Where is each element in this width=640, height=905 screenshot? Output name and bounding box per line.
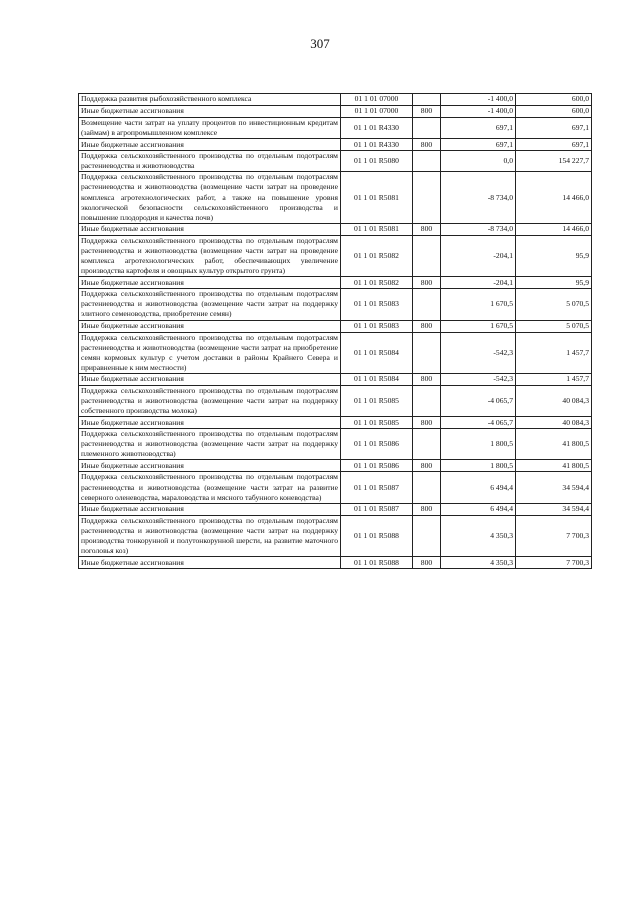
total-amount-cell: 40 084,3	[516, 417, 592, 429]
item-name-cell: Поддержка сельскохозяйственного производства по отдельным подотраслям растениеводства и животноводства (возмещение части затрат на проведение комплекса агротехнологических работ, обеспечивающих увеличение производства картофеля и овощных культур открытого грунта)	[79, 235, 341, 276]
item-name-cell: Иные бюджетные ассигнования	[79, 320, 341, 332]
total-amount-cell: 697,1	[516, 139, 592, 151]
table-row	[79, 472, 592, 503]
expense-type-cell: 800	[413, 503, 441, 515]
change-amount-cell: -1 400,0	[441, 94, 516, 106]
table-row	[79, 139, 592, 151]
expense-type-cell	[413, 515, 441, 556]
target-code-cell: 01 1 01 R5083	[341, 289, 413, 320]
target-code-cell: 01 1 01 R5086	[341, 460, 413, 472]
total-amount-cell: 95,9	[516, 235, 592, 276]
target-code-cell: 01 1 01 R5088	[341, 515, 413, 556]
table-row	[79, 94, 592, 106]
item-name-cell: Иные бюджетные ассигнования	[79, 373, 341, 385]
target-code-cell: 01 1 01 R4330	[341, 118, 413, 139]
target-code-cell: 01 1 01 R5084	[341, 373, 413, 385]
target-code-cell: 01 1 01 R5085	[341, 385, 413, 416]
table-row	[79, 118, 592, 139]
table-row	[79, 151, 592, 172]
total-amount-cell: 41 800,5	[516, 429, 592, 460]
item-name-cell: Поддержка сельскохозяйственного производства по отдельным подотраслям растениеводства и животноводства (возмещение части затрат на проведение комплекса агротехнологических работ, а также на повышение уровня экологической безопасности сельскохозяйственного производства и повышение плодородия и качества почв)	[79, 172, 341, 223]
target-code-cell: 01 1 01 07000	[341, 94, 413, 106]
change-amount-cell: 1 670,5	[441, 289, 516, 320]
table-row	[79, 417, 592, 429]
total-amount-cell: 95,9	[516, 277, 592, 289]
expense-type-cell	[413, 472, 441, 503]
target-code-cell: 01 1 01 R5081	[341, 223, 413, 235]
change-amount-cell: 0,0	[441, 151, 516, 172]
change-amount-cell: 4 350,3	[441, 557, 516, 569]
change-amount-cell: -8 734,0	[441, 223, 516, 235]
item-name-cell: Иные бюджетные ассигнования	[79, 417, 341, 429]
item-name-cell: Поддержка сельскохозяйственного производства по отдельным подотраслям растениеводства и животноводства (возмещение части затрат на поддержку элитного семеноводства, приобретение семян)	[79, 289, 341, 320]
expense-type-cell: 800	[413, 277, 441, 289]
total-amount-cell: 154 227,7	[516, 151, 592, 172]
item-name-cell: Поддержка сельскохозяйственного производства по отдельным подотраслям растениеводства и животноводства (возмещение части затрат на поддержку производства тонкорунной и полутонкорунной шерсти, на развитие маточного поголовья коз)	[79, 515, 341, 556]
item-name-cell: Поддержка сельскохозяйственного производства по отдельным подотраслям растениеводства и животноводства (возмещение части затрат на поддержку племенного животноводства)	[79, 429, 341, 460]
total-amount-cell: 40 084,3	[516, 385, 592, 416]
expense-type-cell: 800	[413, 557, 441, 569]
table-row	[79, 320, 592, 332]
table-row	[79, 373, 592, 385]
target-code-cell: 01 1 01 R5087	[341, 503, 413, 515]
target-code-cell: 01 1 01 R5084	[341, 332, 413, 373]
table-row	[79, 429, 592, 460]
total-amount-cell: 1 457,7	[516, 373, 592, 385]
item-name-cell: Поддержка сельскохозяйственного производства по отдельным подотраслям растениеводства и животноводства	[79, 151, 341, 172]
item-name-cell: Поддержка развития рыбохозяйственного комплекса	[79, 94, 341, 106]
change-amount-cell: -204,1	[441, 277, 516, 289]
item-name-cell: Иные бюджетные ассигнования	[79, 503, 341, 515]
change-amount-cell: -204,1	[441, 235, 516, 276]
target-code-cell: 01 1 01 R5082	[341, 277, 413, 289]
expense-type-cell: 800	[413, 460, 441, 472]
table-row	[79, 223, 592, 235]
table-row	[79, 106, 592, 118]
change-amount-cell: -542,3	[441, 373, 516, 385]
total-amount-cell: 5 070,5	[516, 320, 592, 332]
item-name-cell: Иные бюджетные ассигнования	[79, 139, 341, 151]
item-name-cell: Иные бюджетные ассигнования	[79, 223, 341, 235]
item-name-cell: Возмещение части затрат на уплату процентов по инвестиционным кредитам (займам) в агропромышленном комплексе	[79, 118, 341, 139]
total-amount-cell: 697,1	[516, 118, 592, 139]
expense-type-cell: 800	[413, 223, 441, 235]
table-row	[79, 235, 592, 276]
item-name-cell: Иные бюджетные ассигнования	[79, 277, 341, 289]
table-row	[79, 557, 592, 569]
expense-type-cell	[413, 429, 441, 460]
table-row	[79, 460, 592, 472]
change-amount-cell: 4 350,3	[441, 515, 516, 556]
item-name-cell: Иные бюджетные ассигнования	[79, 106, 341, 118]
total-amount-cell: 1 457,7	[516, 332, 592, 373]
table-row	[79, 332, 592, 373]
change-amount-cell: 697,1	[441, 118, 516, 139]
expense-type-cell	[413, 151, 441, 172]
change-amount-cell: 1 670,5	[441, 320, 516, 332]
change-amount-cell: 1 800,5	[441, 429, 516, 460]
change-amount-cell: 697,1	[441, 139, 516, 151]
expense-type-cell: 800	[413, 320, 441, 332]
change-amount-cell: 6 494,4	[441, 503, 516, 515]
budget-table-body	[79, 94, 592, 569]
change-amount-cell: 6 494,4	[441, 472, 516, 503]
target-code-cell: 01 1 01 R5085	[341, 417, 413, 429]
table-row	[79, 385, 592, 416]
change-amount-cell: -8 734,0	[441, 172, 516, 223]
total-amount-cell: 14 466,0	[516, 172, 592, 223]
expense-type-cell	[413, 94, 441, 106]
change-amount-cell: 1 800,5	[441, 460, 516, 472]
table-row	[79, 277, 592, 289]
target-code-cell: 01 1 01 R5088	[341, 557, 413, 569]
page-number: 307	[310, 36, 330, 51]
item-name-cell: Поддержка сельскохозяйственного производства по отдельным подотраслям растениеводства и животноводства (возмещение части затрат на поддержку собственного производства молока)	[79, 385, 341, 416]
target-code-cell: 01 1 01 R5083	[341, 320, 413, 332]
target-code-cell: 01 1 01 R4330	[341, 139, 413, 151]
change-amount-cell: -1 400,0	[441, 106, 516, 118]
expense-type-cell	[413, 118, 441, 139]
table-row	[79, 172, 592, 223]
total-amount-cell: 600,0	[516, 94, 592, 106]
expense-type-cell: 800	[413, 417, 441, 429]
target-code-cell: 01 1 01 R5080	[341, 151, 413, 172]
total-amount-cell: 7 700,3	[516, 557, 592, 569]
total-amount-cell: 600,0	[516, 106, 592, 118]
item-name-cell: Иные бюджетные ассигнования	[79, 460, 341, 472]
target-code-cell: 01 1 01 07000	[341, 106, 413, 118]
expense-type-cell	[413, 385, 441, 416]
table-row	[79, 515, 592, 556]
item-name-cell: Иные бюджетные ассигнования	[79, 557, 341, 569]
table-row	[79, 503, 592, 515]
expense-type-cell	[413, 235, 441, 276]
change-amount-cell: -542,3	[441, 332, 516, 373]
expense-type-cell	[413, 332, 441, 373]
total-amount-cell: 5 070,5	[516, 289, 592, 320]
table-row	[79, 289, 592, 320]
item-name-cell: Поддержка сельскохозяйственного производства по отдельным подотраслям растениеводства и животноводства (возмещение части затрат на приобретение семян кормовых культур с учетом доставки в районы Крайнего Севера и приравненные к ним местности)	[79, 332, 341, 373]
target-code-cell: 01 1 01 R5086	[341, 429, 413, 460]
change-amount-cell: -4 065,7	[441, 417, 516, 429]
expense-type-cell: 800	[413, 373, 441, 385]
expense-type-cell: 800	[413, 139, 441, 151]
total-amount-cell: 34 594,4	[516, 503, 592, 515]
item-name-cell: Поддержка сельскохозяйственного производства по отдельным подотраслям растениеводства и животноводства (возмещение части затрат на развитие северного оленеводства, мараловодства и мясного табунного коневодства)	[79, 472, 341, 503]
budget-table	[78, 93, 592, 569]
expense-type-cell: 800	[413, 106, 441, 118]
target-code-cell: 01 1 01 R5081	[341, 172, 413, 223]
expense-type-cell	[413, 172, 441, 223]
change-amount-cell: -4 065,7	[441, 385, 516, 416]
expense-type-cell	[413, 289, 441, 320]
total-amount-cell: 7 700,3	[516, 515, 592, 556]
target-code-cell: 01 1 01 R5082	[341, 235, 413, 276]
total-amount-cell: 34 594,4	[516, 472, 592, 503]
total-amount-cell: 41 800,5	[516, 460, 592, 472]
total-amount-cell: 14 466,0	[516, 223, 592, 235]
target-code-cell: 01 1 01 R5087	[341, 472, 413, 503]
